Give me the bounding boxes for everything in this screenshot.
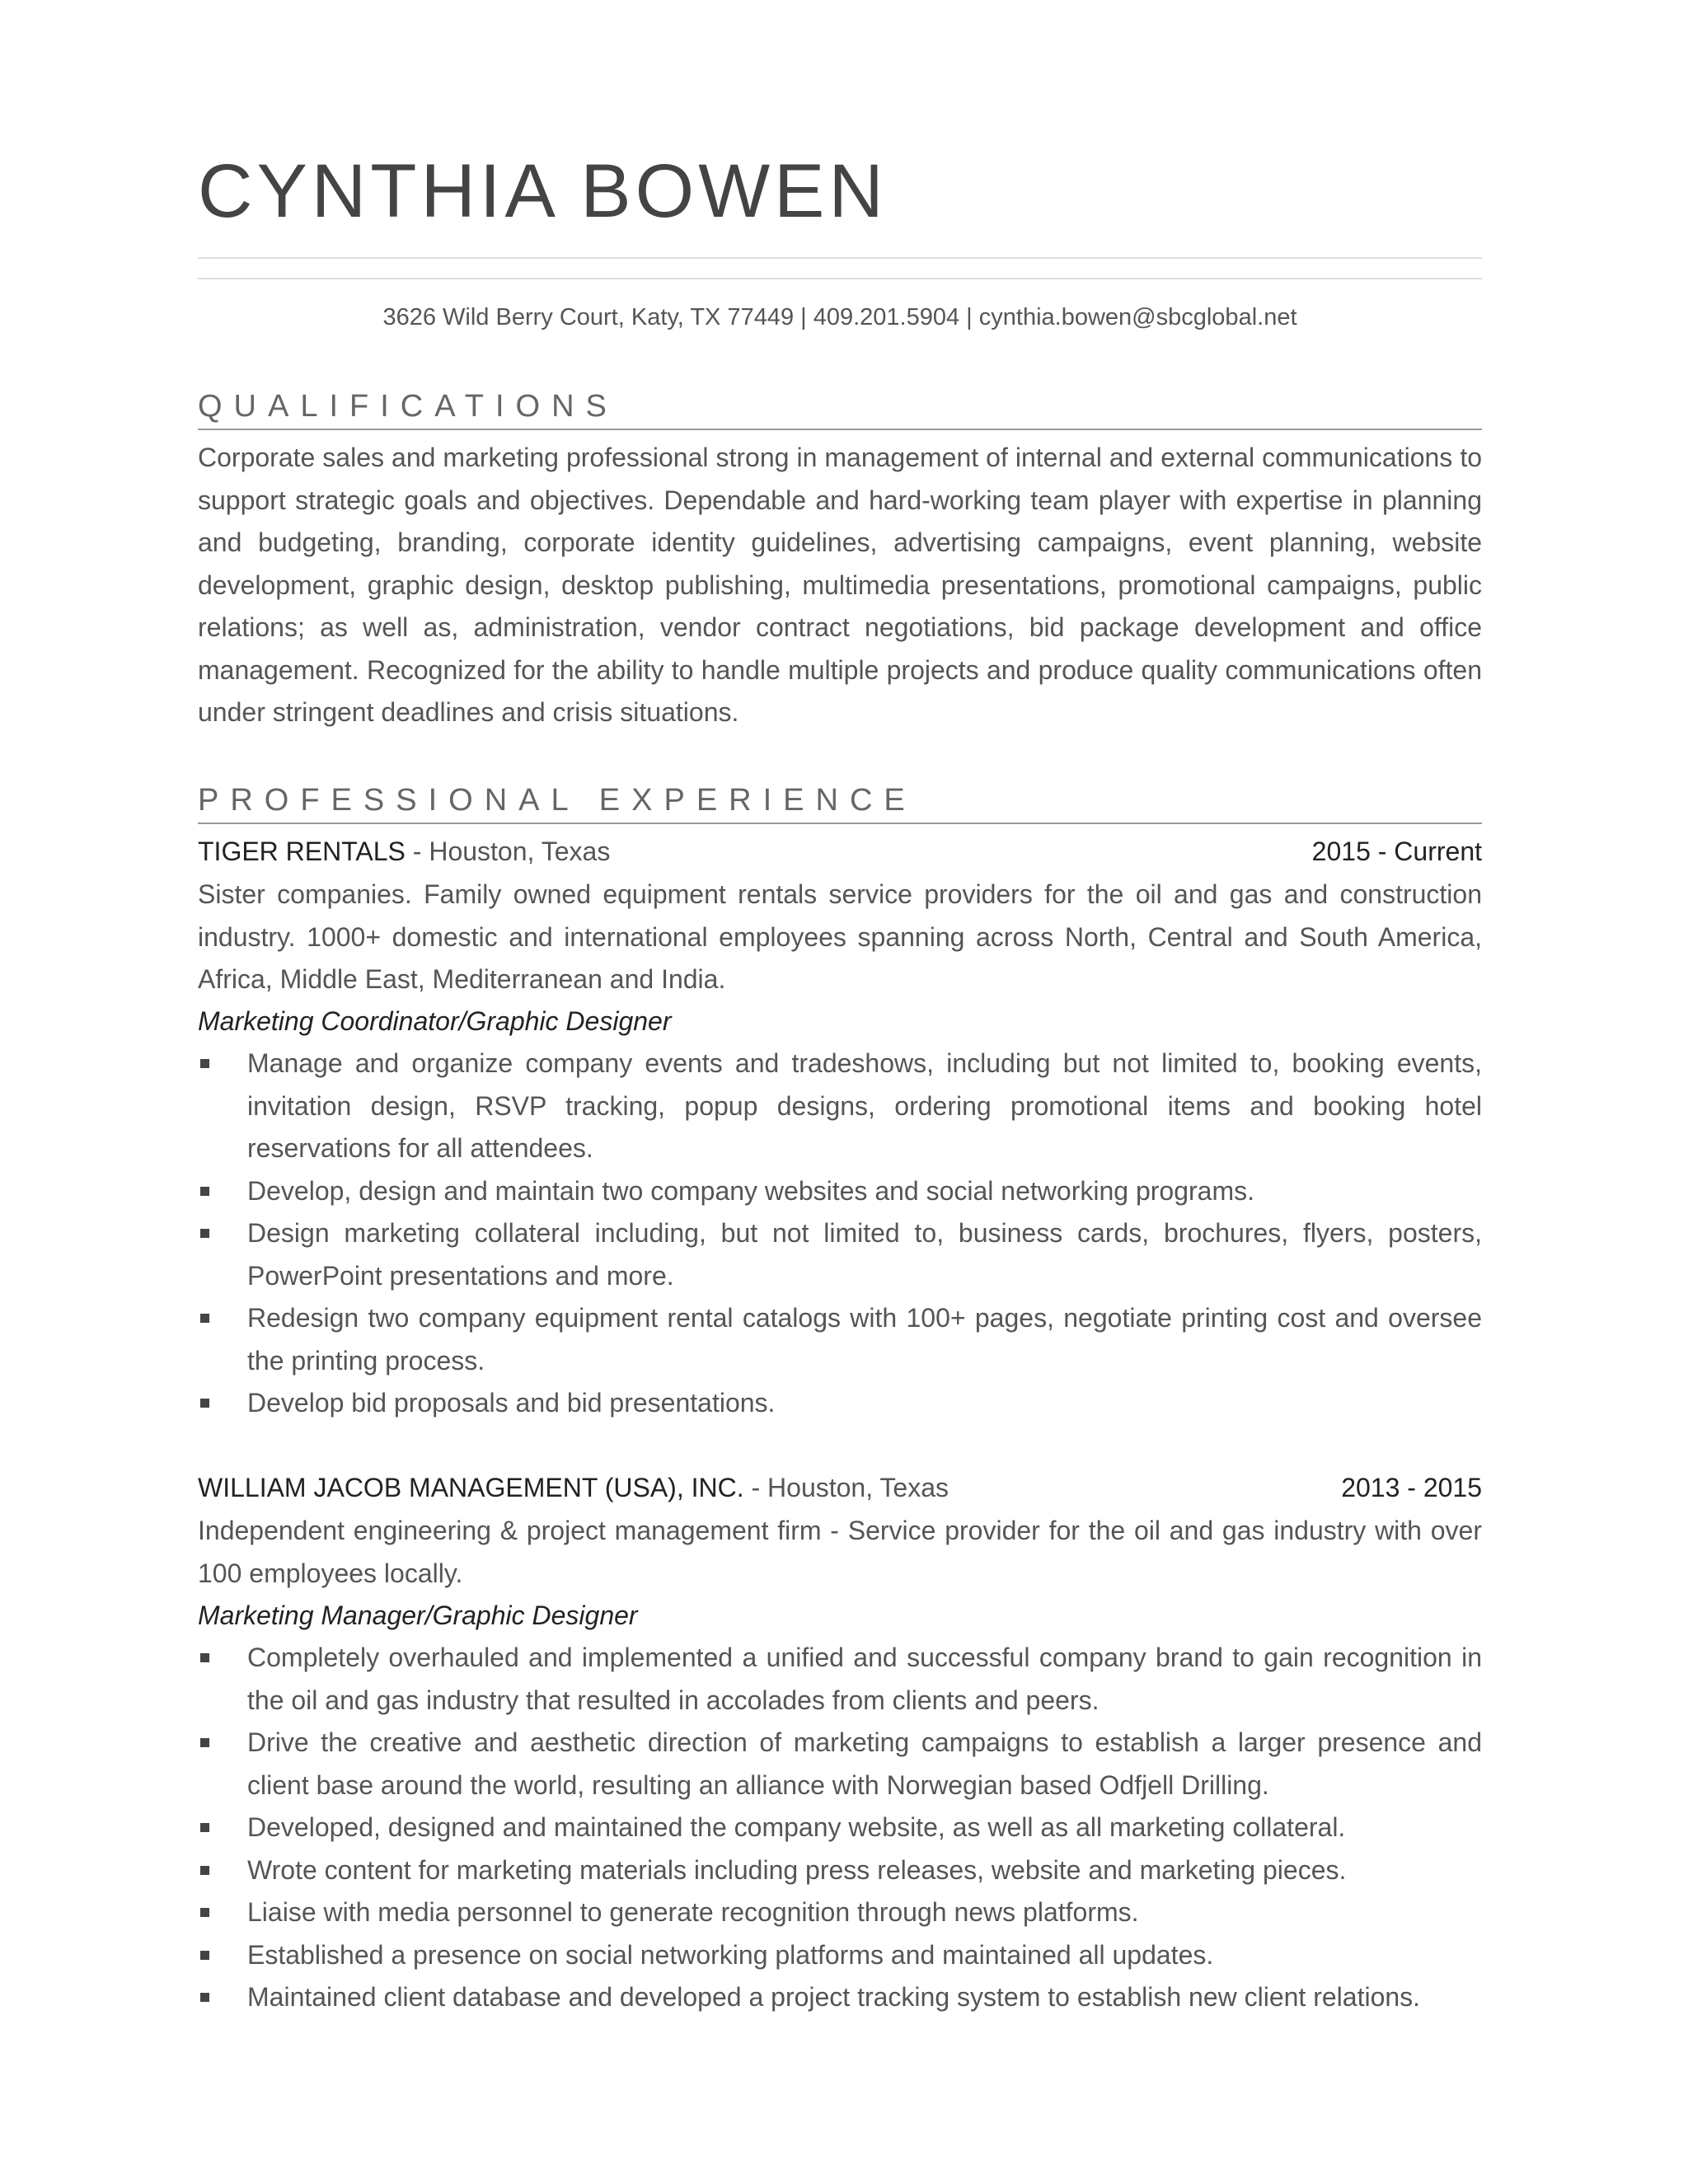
- job-company: WILLIAM JACOB MANAGEMENT (USA), INC.: [198, 1473, 744, 1502]
- list-item: Wrote content for marketing materials including press releases, website and marketing pieces.: [198, 1849, 1482, 1892]
- bullet-square-icon: [200, 1738, 209, 1747]
- list-item: Develop, design and maintain two company websites and social networking programs.: [198, 1170, 1482, 1213]
- job-bullets: [198, 1637, 1482, 2019]
- bullet-square-icon: [200, 1653, 209, 1662]
- bullet-square-icon: [200, 1908, 209, 1917]
- qualifications-summary: Corporate sales and marketing professional strong in management of internal and external communications to support strategic goals and objectives. Dependable and hard-working team player with expertise in planning and budgeting, branding, corporate identity guidelines, advertising campaigns, event planning, website development, graphic design, desktop publishing, multimedia presentations, promotional campaigns, public relations; as well as, administration, vendor contract negotiations, bid package development and office management. Recognized for the ability to handle multiple projects and produce quality communications often under stringent deadlines and crisis situations.: [198, 443, 1482, 727]
- list-item: Established a presence on social networking platforms and maintained all updates.: [198, 1934, 1482, 1977]
- job-location: - Houston, Texas: [405, 837, 611, 866]
- header-divider-bottom: [198, 278, 1482, 279]
- section-title-experience: PROFESSIONAL EXPERIENCE: [198, 780, 1482, 824]
- bullet-square-icon: [200, 1399, 209, 1408]
- job-bullets: [198, 1043, 1482, 1425]
- list-item: Liaise with media personnel to generate recognition through news platforms.: [198, 1891, 1482, 1934]
- list-item: Developed, designed and maintained the company website, as well as all marketing collateral.: [198, 1807, 1482, 1849]
- job-dates: 2013 - 2015: [1341, 1473, 1482, 1502]
- section-title-qualifications: QUALIFICATIONS: [198, 386, 1482, 430]
- job-role: Marketing Manager/Graphic Designer: [198, 1601, 638, 1630]
- bullet-square-icon: [200, 1993, 209, 2002]
- list-item: Redesign two company equipment rental catalogs with 100+ pages, negotiate printing cost and oversee the printing process.: [198, 1297, 1482, 1382]
- bullet-square-icon: [200, 1823, 209, 1832]
- list-item: Design marketing collateral including, but not limited to, business cards, brochures, flyers, posters, PowerPoint presentations and more.: [198, 1212, 1482, 1297]
- header-divider-top: [198, 257, 1482, 259]
- contact-info: 3626 Wild Berry Court, Katy, TX 77449 | 409.201.5904 | cynthia.bowen@sbcglobal.net: [382, 304, 1297, 330]
- job-company: TIGER RENTALS: [198, 837, 406, 866]
- list-item: Develop bid proposals and bid presentations.: [198, 1382, 1482, 1425]
- job-dates: 2015 - Current: [1311, 837, 1482, 866]
- job-header: [198, 831, 1482, 874]
- job-header: [198, 1467, 1482, 1510]
- bullet-square-icon: [200, 1314, 209, 1323]
- list-item: Manage and organize company events and tradeshows, including but not limited to, booking events, invitation design, RSVP tracking, popup designs, ordering promotional items and booking hotel reservations for all attendees.: [198, 1043, 1482, 1170]
- list-item: Drive the creative and aesthetic direction of marketing campaigns to establish a larger presence and client base around the world, resulting an alliance with Norwegian based Odfjell Drilling.: [198, 1722, 1482, 1807]
- list-item: Maintained client database and developed a project tracking system to establish new client relations.: [198, 1976, 1482, 2019]
- job-description: Independent engineering & project management firm - Service provider for the oil and gas industry with over 100 employees locally.: [198, 1516, 1482, 1588]
- job-location: - Houston, Texas: [743, 1473, 950, 1502]
- bullet-square-icon: [200, 1059, 209, 1068]
- job-company-line: [198, 1467, 949, 1510]
- list-item: Completely overhauled and implemented a unified and successful company brand to gain recognition in the oil and gas industry that resulted in accolades from clients and peers.: [198, 1637, 1482, 1722]
- bullet-square-icon: [200, 1229, 209, 1238]
- job-description: Sister companies. Family owned equipment rentals service providers for the oil and gas and construction industry. 1000+ domestic and international employees spanning across North, Central and South America, Africa, Middle East, Mediterranean and India.: [198, 879, 1482, 994]
- bullet-square-icon: [200, 1866, 209, 1875]
- candidate-name: CYNTHIA BOWEN: [198, 149, 888, 233]
- job-company-line: [198, 831, 610, 874]
- job-role: Marketing Coordinator/Graphic Designer: [198, 1006, 672, 1036]
- bullet-square-icon: [200, 1951, 209, 1960]
- bullet-square-icon: [200, 1187, 209, 1196]
